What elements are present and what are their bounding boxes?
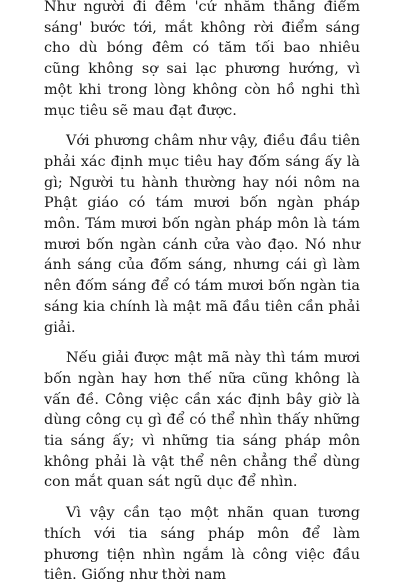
body-text: [44, 0, 360, 586]
paragraph-night-traveler: Như người đi đêm 'cứ nhắm thẳng điểm sáng' bước tới, mắt không rời điểm sáng cho dù bóng đêm có tăm tối bao nhiêu cũng không sợ sai lạc phương hướng, vì một khi trong lòng không còn hồ nghi thì mục tiêu sẽ mau đạt được.: [44, 0, 360, 119]
paragraph-create-vision: Vì vậy cần tạo một nhãn quan tương thích với tia sáng pháp môn để làm phương tiện nhìn ngắm là công việc đầu tiên. Giống như thời nam: [44, 505, 360, 584]
paragraph-dharma-doors: Với phương châm như vậy, điều đầu tiên phải xác định mục tiêu hay đốm sáng ấy là gì; Người tu hành thường hay nói nôm na Phật giáo có tám mươi bốn ngàn pháp môn. Tám mươi bốn ngàn pháp môn là tám mươi bốn ngàn cánh cửa vào đạo. Nó như ánh sáng của đốm sáng, nhưng cái gì làm nên đốm sáng để có tám mươi bốn ngàn tia sáng kia chính là mật mã đầu tiên cần phải giải.: [44, 133, 360, 336]
paragraph-decode-the-code: Nếu giải được mật mã này thì tám mươi bốn ngàn hay hơn thế nữa cũng không là vấn đề. Công việc cần xác định bây giờ là dùng công cụ gì để có thể nhìn thấy những tia sáng ấy; vì những tia sáng pháp môn không phải là vật thể nên chẳng thể dùng con mắt quan sát ngũ dục để nhìn.: [44, 350, 360, 491]
